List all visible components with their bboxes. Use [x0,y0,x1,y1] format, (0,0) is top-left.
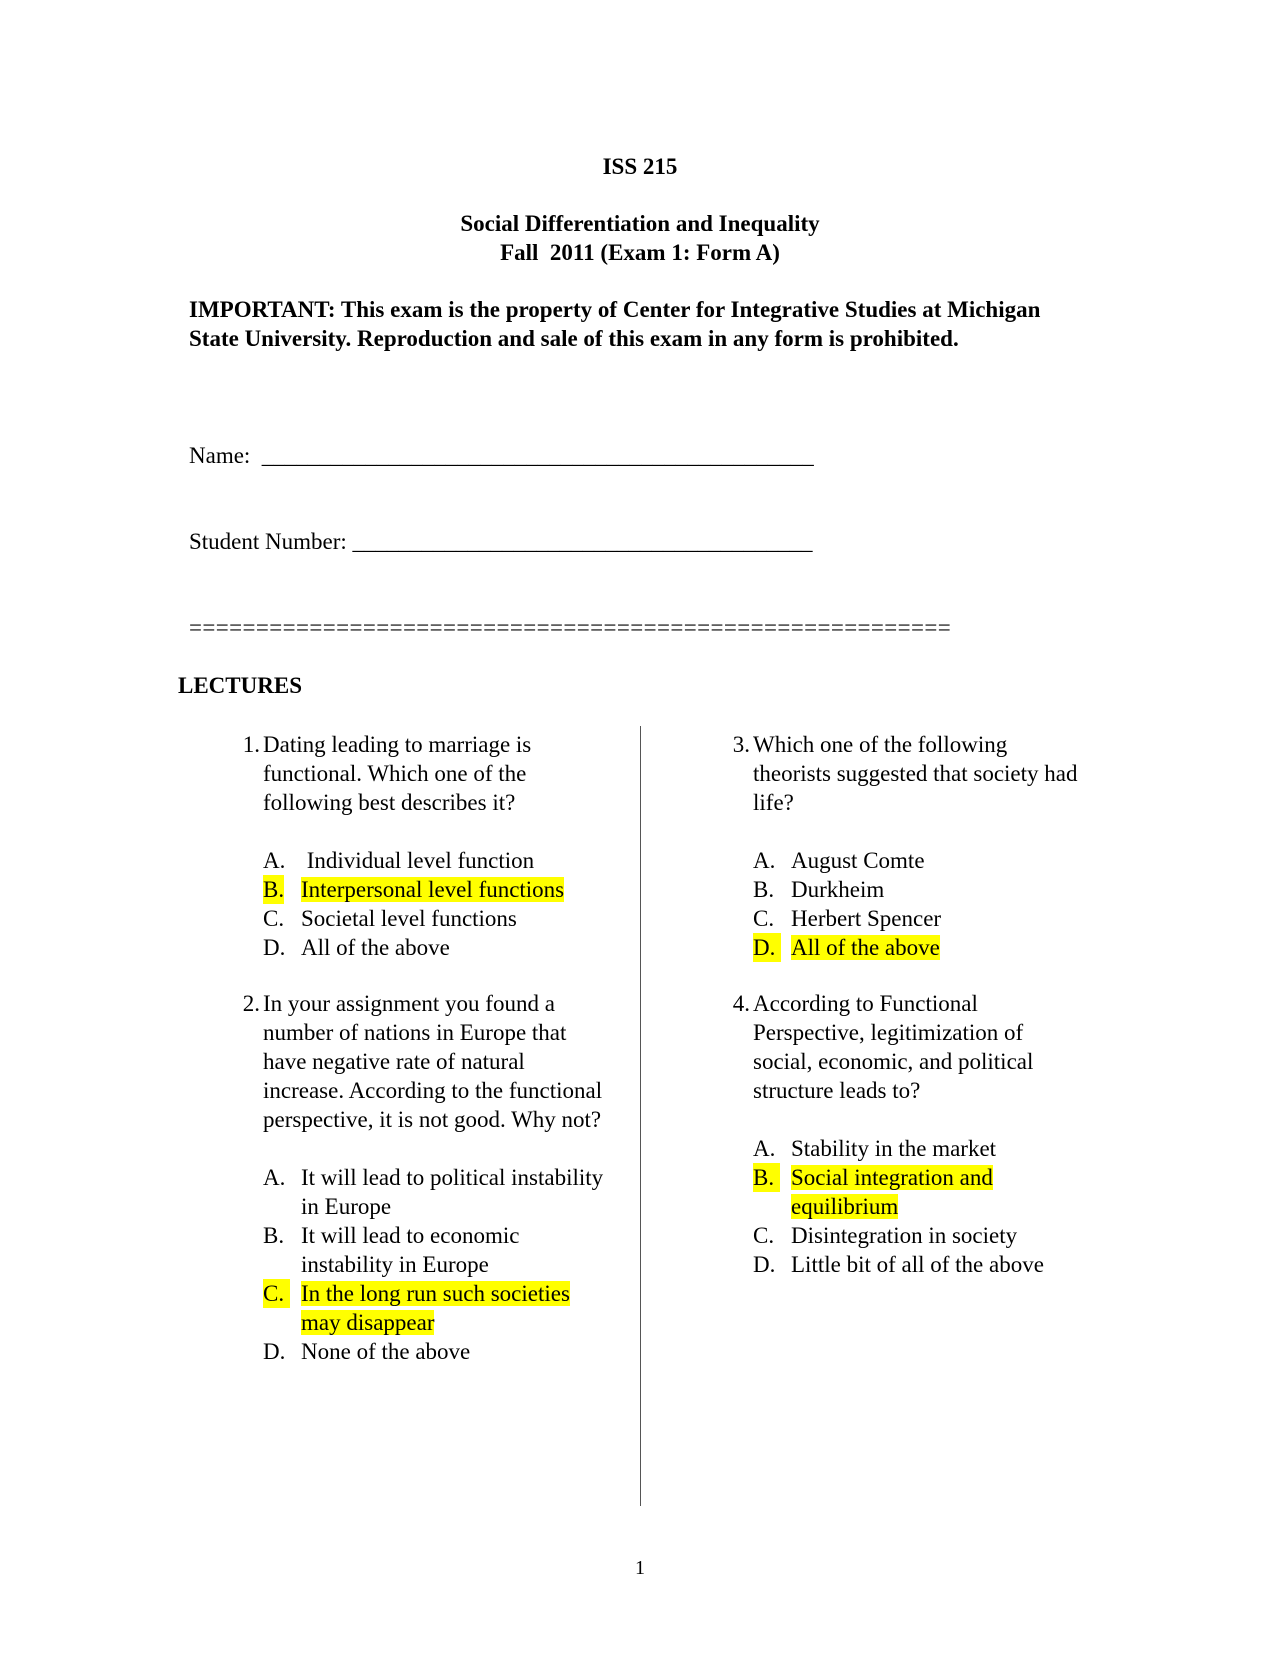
option-letter: D. [753,1252,776,1277]
option-d[interactable] [263,933,604,962]
option-letter: C. [753,1223,775,1248]
option-list [753,1134,1084,1279]
option-text: Stability in the market [791,1136,997,1161]
option-c[interactable] [263,904,604,933]
option-a[interactable] [753,846,1084,875]
option-b[interactable] [753,875,1084,904]
option-letter: A. [263,1165,286,1190]
question-text: In your assignment you found a number of nations in Europe that have negative rate of natural increase. According to the functional perspective, it is not good. Why not? [263,991,603,1132]
question-number: 4. [732,991,750,1016]
option-text-highlighted: Social integration and equilibrium [791,1165,993,1219]
option-b[interactable] [263,875,604,904]
option-letter: C. [263,906,285,931]
option-letter: C. [263,1279,290,1308]
option-d[interactable] [753,933,1084,962]
page-number: 1 [635,1557,645,1579]
option-text: It will lead to political instability in Europe [301,1165,604,1219]
student-number-field[interactable]: Student Number: ________________________________________ [189,529,813,554]
separator-line: ========================================================= [189,615,952,640]
option-b[interactable] [263,1221,604,1279]
question-4 [714,989,1084,1279]
option-letter: C. [753,906,775,931]
exam-title: Social Differentiation and Inequality [460,211,820,236]
option-text: All of the above [301,935,450,960]
exam-term: Fall 2011 (Exam 1: Form A) [500,240,780,265]
option-text: Herbert Spencer [791,906,942,931]
question-text: Dating leading to marriage is functional. Which one of the following best describes it? [263,732,532,815]
option-letter: A. [753,1136,776,1161]
option-letter: D. [753,933,781,962]
option-text: Disintegration in society [791,1223,1018,1248]
option-text-highlighted: Interpersonal level functions [301,877,565,902]
option-letter: D. [263,935,286,960]
option-text: August Comte [791,848,925,873]
option-letter: B. [753,877,775,902]
option-a[interactable] [753,1134,1084,1163]
column-divider [640,726,641,1506]
question-3 [714,730,1084,962]
question-number: 1. [242,732,260,757]
question-text: Which one of the following theorists suggested that society had life? [753,732,1078,815]
option-letter: B. [753,1163,780,1192]
option-list [753,846,1084,962]
question-number: 3. [732,732,750,757]
option-list [263,846,604,962]
option-b[interactable] [753,1163,1011,1221]
name-field[interactable]: Name: ________________________________________________ [189,443,814,468]
option-text: None of the above [301,1339,471,1364]
option-text: Durkheim [791,877,885,902]
option-a[interactable] [263,1163,604,1221]
course-code: ISS 215 [602,154,678,179]
option-text-highlighted: In the long run such societies may disappear [301,1281,570,1335]
option-letter: A. [263,848,286,873]
important-notice: IMPORTANT: This exam is the property of Center for Integrative Studies at Michigan State University. Reproduction and sale of this exam in any form is prohibited. [189,297,1041,351]
question-1 [224,730,604,962]
option-c[interactable] [753,904,1084,933]
option-c[interactable] [263,1279,604,1337]
option-a[interactable] [263,846,604,875]
option-d[interactable] [263,1337,604,1366]
option-list [263,1163,604,1366]
option-text: Societal level functions [301,906,517,931]
option-letter: B. [263,1223,285,1248]
option-text: It will lead to economic instability in Europe [301,1223,520,1277]
option-c[interactable] [753,1221,1084,1250]
option-letter: A. [753,848,776,873]
question-number: 2. [242,991,260,1016]
option-letter: B. [263,877,285,902]
question-text: According to Functional Perspective, legitimization of social, economic, and political structure leads to? [753,991,1034,1103]
section-title: LECTURES [178,673,302,698]
option-d[interactable] [753,1250,1084,1279]
option-text: Little bit of all of the above [791,1252,1044,1277]
option-text-highlighted: All of the above [791,935,940,960]
question-2 [224,989,604,1366]
option-letter: D. [263,1339,286,1364]
option-text: Individual level function [301,848,535,873]
